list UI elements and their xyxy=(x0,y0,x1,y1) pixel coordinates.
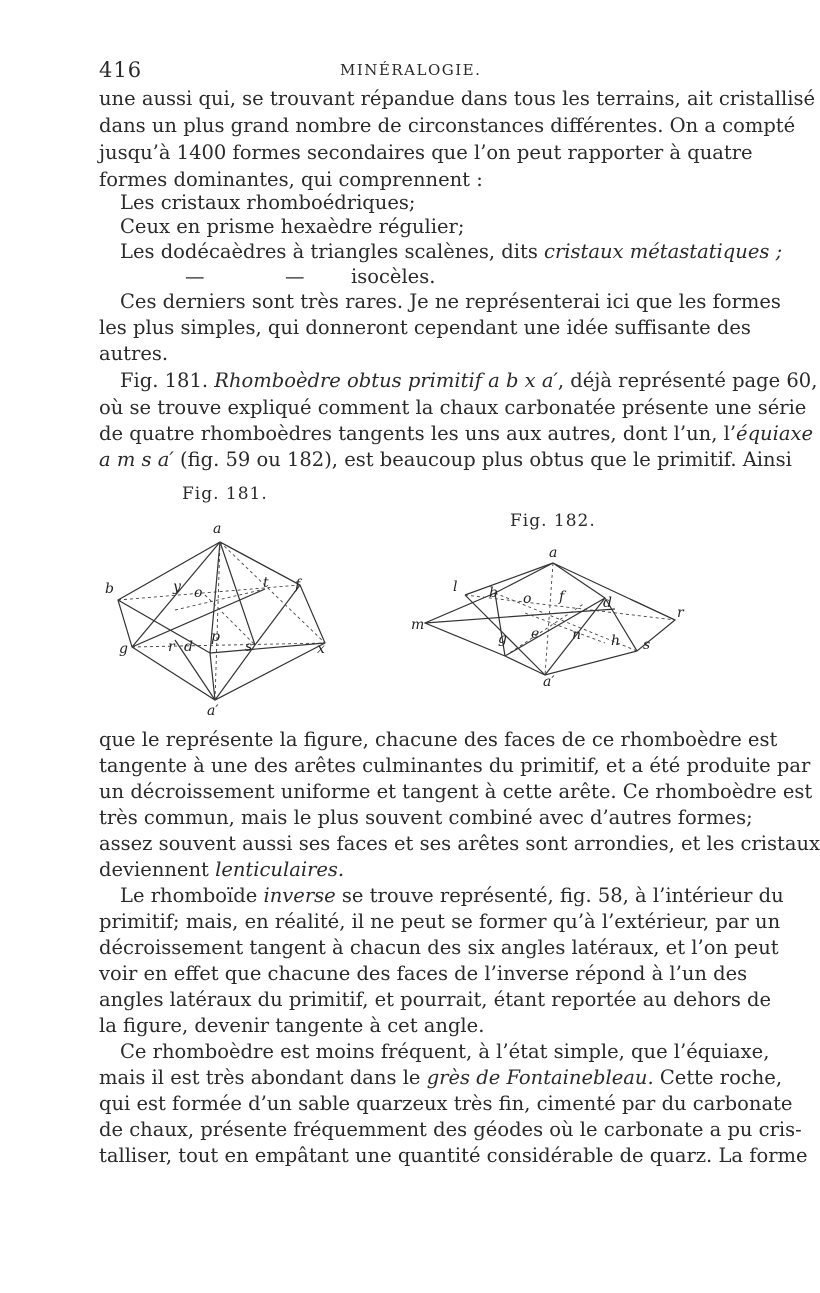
fig182-label-h: h xyxy=(611,633,621,649)
fig181-label-y: y xyxy=(173,579,181,595)
list-item-text: isocèles. xyxy=(351,265,436,288)
fig181-hidden-edges xyxy=(118,542,325,700)
text-line: décroissement tangent à chacun des six angles latéraux, et l’on peut xyxy=(99,936,779,959)
text-line: où se trouve expliqué comment la chaux carbonatée présente une série xyxy=(99,396,807,419)
text-line: un décroissement uniforme et tangent à cette arête. Ce rhomboèdre est xyxy=(99,780,813,803)
fig181-label-g: g xyxy=(119,641,128,657)
fig181-label-a-prime: a′ xyxy=(207,703,219,719)
fig181-label-r: r xyxy=(168,639,175,655)
text-line: jusqu’à 1400 formes secondaires que l’on peut rapporter à quatre xyxy=(99,141,753,164)
text-line: qui est formée d’un sable quarzeux très fin, cimenté par du carbonate xyxy=(99,1092,793,1115)
list-item: Ceux en prisme hexaèdre régulier; xyxy=(120,215,465,238)
fig182-label-o: o xyxy=(523,591,532,607)
fig182-label-a-prime: a′ xyxy=(543,674,555,690)
text-line xyxy=(99,447,792,473)
fig181-label-d: d xyxy=(184,639,193,655)
text-line: la figure, devenir tangente à cet angle. xyxy=(99,1014,485,1037)
italic-term: Rhomboèdre obtus primitif a b x a′ xyxy=(214,369,558,392)
text-line xyxy=(120,883,784,909)
fig181-label-p: p xyxy=(211,629,220,645)
fig182-hidden-edges xyxy=(465,563,675,675)
text-line: autres. xyxy=(99,342,169,365)
italic-term: équiaxe xyxy=(736,422,814,445)
fig181-label-a: a xyxy=(213,521,222,537)
text-run: de quatre rhomboèdres tangents les uns aux autres, dont l’un, l’ xyxy=(99,422,737,445)
figure-182-caption: Fig. 182. xyxy=(510,511,596,531)
fig182-label-r: r xyxy=(677,605,684,621)
fig181-label-b: b xyxy=(105,581,114,597)
text-line: Ce rhomboèdre est moins fréquent, à l’état simple, que l’équiaxe, xyxy=(120,1040,770,1063)
text-line: voir en effet que chacune des faces de l’inverse répond à l’un des xyxy=(99,962,748,985)
fig182-label-a: a xyxy=(549,545,558,561)
text-line: formes dominantes, qui comprennent : xyxy=(99,168,483,191)
text-line: tangente à une des arêtes culminantes du primitif, et a été produite par xyxy=(99,754,811,777)
fig181-edges xyxy=(118,542,325,700)
fig181-label-f: f xyxy=(295,577,301,593)
text-line xyxy=(120,368,818,394)
text-line: de chaux, présente fréquemment des géodes où le carbonate a pu cris- xyxy=(99,1118,802,1141)
fig182-label-f: f xyxy=(559,589,565,605)
text-run: deviennent xyxy=(99,858,216,881)
figure-181-caption: Fig. 181. xyxy=(182,484,268,504)
fig181-label-x: x xyxy=(317,641,325,657)
fig182-edges xyxy=(425,563,675,675)
text-line: primitif; mais, en réalité, il ne peut se former qu’à l’extérieur, par un xyxy=(99,910,781,933)
text-line: dans un plus grand nombre de circonstances différentes. On a compté xyxy=(99,114,796,137)
text-line: très commun, mais le plus souvent combiné avec d’autres formes; xyxy=(99,806,753,829)
italic-term: a m s a′ xyxy=(99,448,174,471)
list-item-italic: cristaux métastatiques ; xyxy=(544,240,783,263)
fig182-label-e: e xyxy=(531,626,540,642)
text-line xyxy=(99,1065,783,1091)
fig182-label-b: b xyxy=(489,585,498,601)
figure-181-rhombohedron xyxy=(95,515,345,720)
fig182-label-l: l xyxy=(453,579,458,595)
italic-term: inverse xyxy=(263,884,336,907)
text-line: que le représente la figure, chacune des faces de ce rhomboèdre est xyxy=(99,728,778,751)
fig182-label-s: s xyxy=(643,637,651,653)
italic-term: lenticulaires. xyxy=(215,858,345,881)
fig-ref: Fig. 181. xyxy=(120,369,215,392)
list-item: Les cristaux rhomboédriques; xyxy=(120,191,416,214)
text-run: mais il est très abondant dans le xyxy=(99,1066,427,1089)
running-title: MINÉRALOGIE. xyxy=(340,61,482,79)
text-run: , déjà représenté page 60, xyxy=(557,369,818,392)
fig181-label-o: o xyxy=(194,585,203,601)
fig182-label-m: m xyxy=(411,617,425,633)
list-item xyxy=(120,239,783,265)
page-number: 416 xyxy=(99,58,143,82)
fig181-label-t: t xyxy=(263,575,269,591)
text-run: Le rhomboïde xyxy=(120,884,264,907)
text-line: Ces derniers sont très rares. Je ne représenterai ici que les formes xyxy=(120,290,781,313)
fig182-label-n: n xyxy=(572,627,582,643)
text-run: (fig. 59 ou 182), est beaucoup plus obtus que le primitif. Ainsi xyxy=(173,448,792,471)
text-line xyxy=(99,421,814,447)
text-run: se trouve représenté, fig. 58, à l’intérieur du xyxy=(335,884,784,907)
figure-182-rhombohedron xyxy=(405,543,705,688)
text-line: angles latéraux du primitif, et pourrait, étant reportée au dehors de xyxy=(99,988,772,1011)
ditto-dash: — xyxy=(185,265,205,288)
text-line: les plus simples, qui donneront cependant une idée suffisante des xyxy=(99,316,751,339)
text-line: une aussi qui, se trouvant répandue dans tous les terrains, ait cristallisé xyxy=(99,87,816,110)
fig182-label-d: d xyxy=(603,595,612,611)
fig181-label-s: s xyxy=(245,639,253,655)
text-run: Cette roche, xyxy=(653,1066,783,1089)
text-line: assez souvent aussi ses faces et ses arêtes sont arrondies, et les cristaux xyxy=(99,832,820,855)
ditto-dash: — xyxy=(285,265,305,288)
list-item-text: Les dodécaèdres à triangles scalènes, dits xyxy=(120,240,545,263)
italic-term: grès de Fontainebleau. xyxy=(426,1066,654,1089)
text-line: talliser, tout en empâtant une quantité considérable de quarz. La forme xyxy=(99,1144,808,1167)
page-header xyxy=(99,58,697,88)
text-line xyxy=(99,857,697,883)
fig182-label-g: g xyxy=(498,631,507,647)
